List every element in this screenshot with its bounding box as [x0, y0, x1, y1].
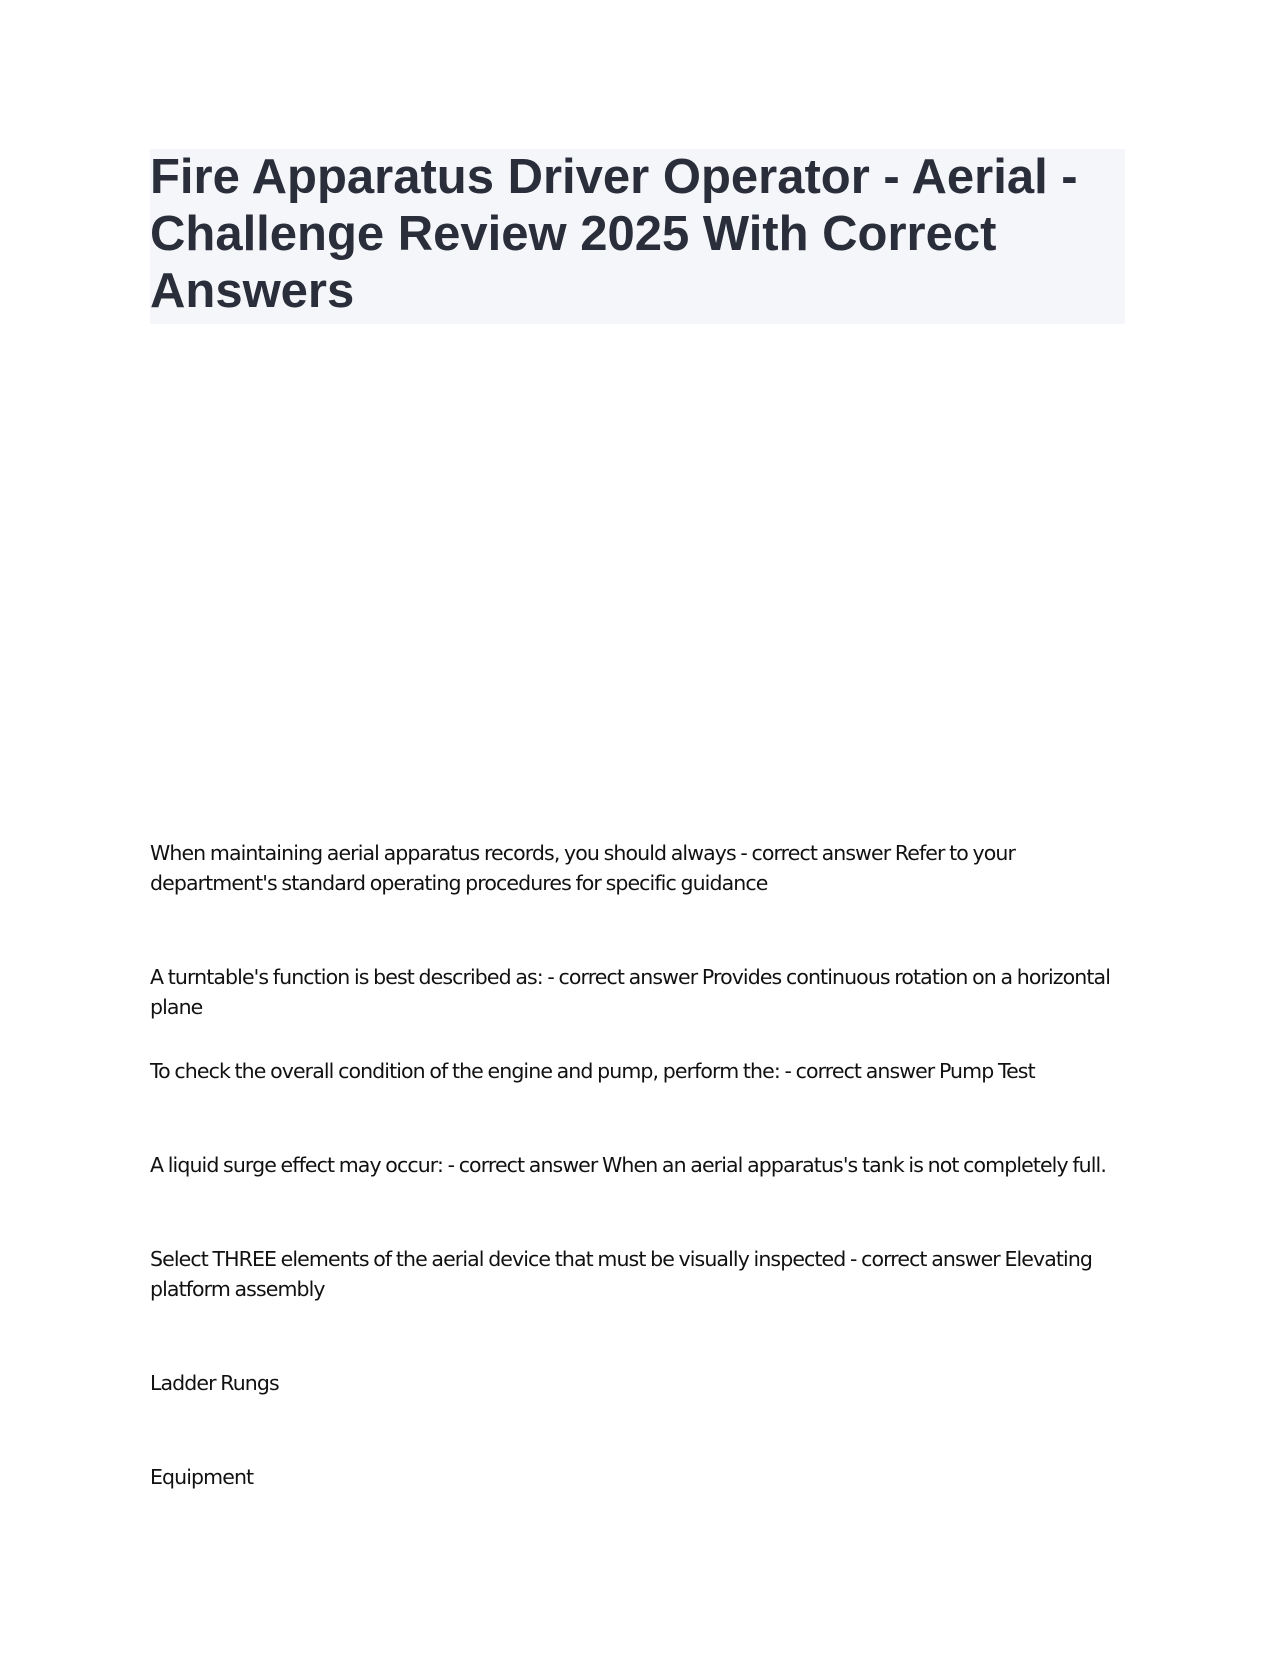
qa-paragraph-3: To check the overall condition of the engine and pump, perform the: - correct answer Pump Test [150, 1059, 1035, 1083]
qa-paragraph-5: Select THREE elements of the aerial device that must be visually inspected - correct answer Elevating platform assembly [150, 1247, 1093, 1301]
answer-item-equipment: Equipment [150, 1465, 254, 1489]
qa-paragraph-1: When maintaining aerial apparatus records, you should always - correct answer Refer to your department's standard operating procedures for specific guidance [150, 841, 1016, 895]
qa-paragraph-4: A liquid surge effect may occur: - correct answer When an aerial apparatus's tank is not completely full. [150, 1153, 1106, 1177]
document-title: Fire Apparatus Driver Operator - Aerial - Challenge Review 2025 With Correct Answers [150, 150, 1078, 318]
title-block [150, 149, 1125, 324]
qa-paragraph-2: A turntable's function is best described as: - correct answer Provides continuous rotation on a horizontal plane [150, 965, 1110, 1019]
answer-item-ladder-rungs: Ladder Rungs [150, 1371, 279, 1395]
